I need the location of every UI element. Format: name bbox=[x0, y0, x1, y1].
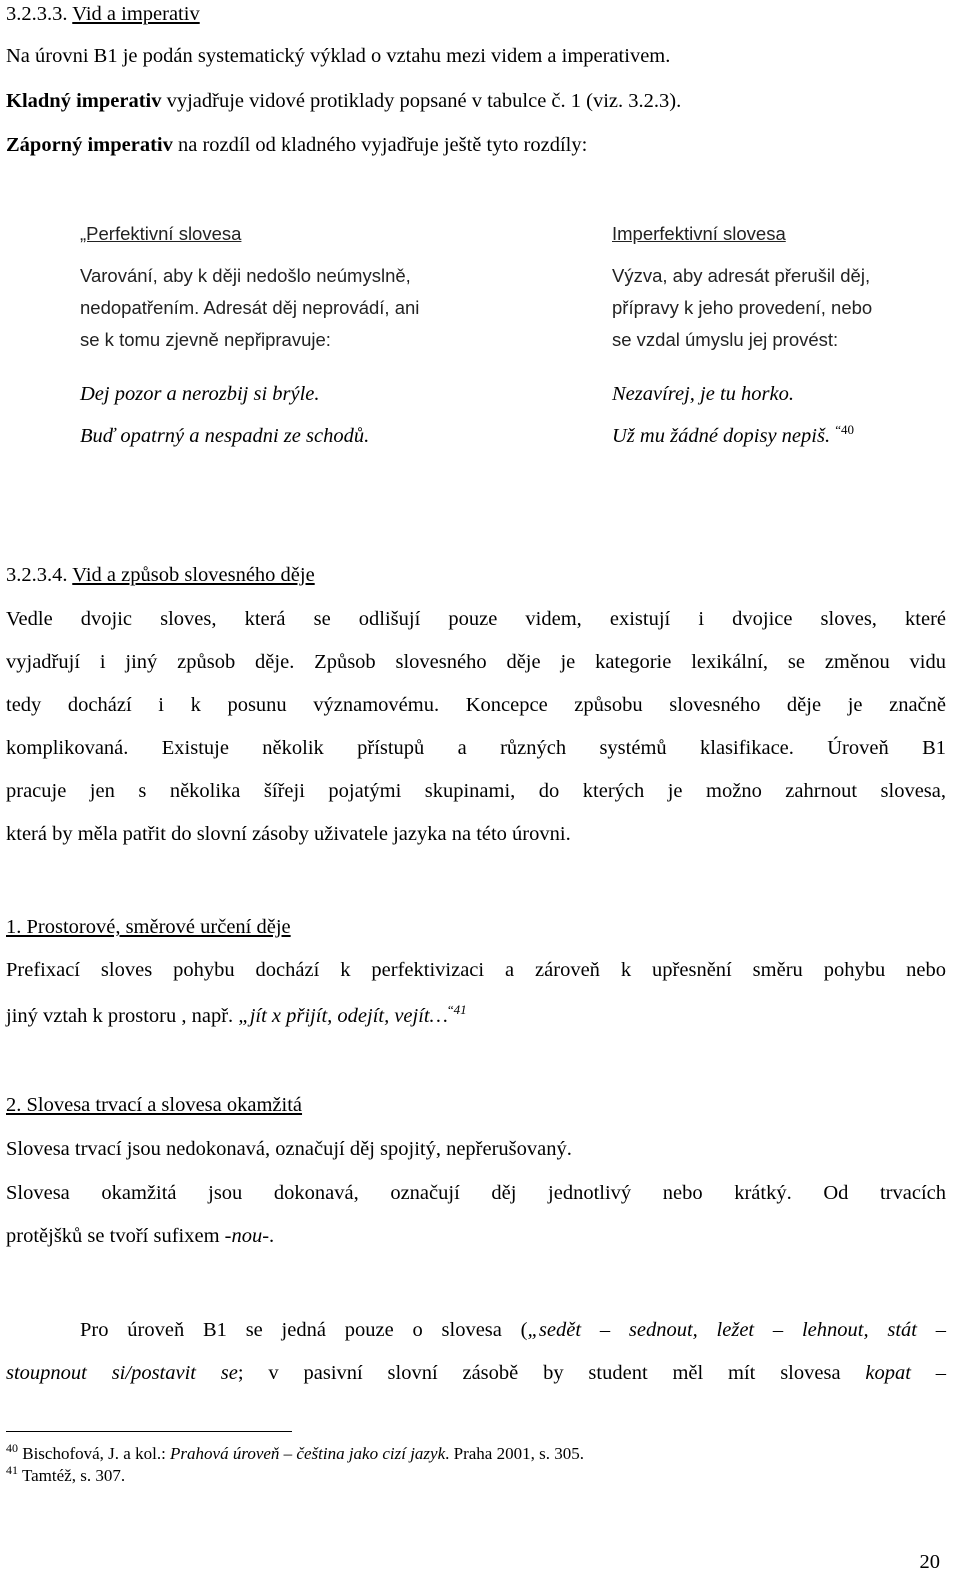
right-example-with-footnote: Už mu žádné dopisy nepiš. $^{“40}$ bbox=[612, 422, 854, 447]
right-column-title: Imperfektivní slovesa bbox=[612, 223, 786, 244]
paragraph-line: Pro úroveň B1 se jedná pouze o slovesa („sedět – sednout, ležet – lehnout, stát – bbox=[80, 1319, 947, 1341]
paragraph-line: Slovesa trvací jsou nedokonavá, označují děj spojitý, nepřerušovaný. bbox=[6, 1138, 572, 1160]
paragraph-line: tedy dochází i k posunu významovému. Koncepce způsobu slovesného děje je značně bbox=[6, 694, 946, 716]
right-example: Nezavírej, je tu horko. bbox=[612, 383, 794, 405]
left-example: Buď opatrný a nespadni ze schodů. bbox=[80, 425, 370, 447]
section-heading-vid-imperativ: 3.2.3.3. Vid a imperativ bbox=[6, 3, 200, 25]
right-desc-line: Výzva, aby adresát přerušil děj, bbox=[612, 265, 871, 286]
paragraph-line-with-footnote: jiný vztah k prostoru , např. „jít x přijít, odejít, vejít…$^{“41}$ bbox=[6, 1002, 467, 1027]
footnote-41: $^{41}$ Tamtéž, s. 307. bbox=[6, 1463, 126, 1485]
paragraph-line: stoupnout si/postavit se; v pasivní slovní zásobě by student měl mít slovesa kopat – bbox=[6, 1362, 946, 1384]
zaporny-line: Záporný imperativ na rozdíl od kladného vyjadřuje ještě tyto rozdíly: bbox=[6, 134, 588, 156]
subheading-trvaci-okamzita: 2. Slovesa trvací a slovesa okamžitá bbox=[6, 1094, 303, 1116]
right-desc-line: se vzdal úmyslu jej provést: bbox=[612, 329, 839, 350]
left-desc-line: se k tomu zjevně nepřipravuje: bbox=[80, 329, 331, 350]
left-example: Dej pozor a nerozbij si brýle. bbox=[80, 383, 320, 405]
paragraph-line: komplikovaná. Existuje několik přístupů a různých systémů klasifikace. Úroveň B1 bbox=[6, 737, 946, 759]
left-desc-line: Varování, aby k ději nedošlo neúmyslně, bbox=[80, 265, 411, 286]
paragraph-line: pracuje jen s několika šířeji pojatými skupinami, do kterých je možno zahrnout slovesa, bbox=[6, 780, 946, 802]
page-number: 20 bbox=[919, 1551, 940, 1573]
paragraph-line: Vedle dvojic sloves, která se odlišují pouze videm, existují i dvojice sloves, které bbox=[6, 608, 946, 630]
footnote-40: $^{40}$ Bischofová, J. a kol.: Prahová úroveň – čeština jako cizí jazyk. Praha 2001, s. 305. bbox=[6, 1441, 584, 1463]
section-heading-vid-zpusob: 3.2.3.4. Vid a způsob slovesného děje bbox=[6, 564, 315, 586]
left-column-title: „Perfektivní slovesa bbox=[80, 223, 242, 244]
footnote-separator bbox=[6, 1431, 292, 1432]
footnote-ref-41[interactable]: 41 bbox=[453, 1002, 467, 1017]
kladny-line: Kladný imperativ vyjadřuje vidové protiklady popsané v tabulce č. 1 (viz. 3.2.3). bbox=[6, 90, 682, 112]
paragraph-line: protějšků se tvoří sufixem -nou-. bbox=[6, 1225, 275, 1247]
right-desc-line: přípravy k jeho provedení, nebo bbox=[612, 297, 873, 318]
paragraph-line: vyjadřují i jiný způsob děje. Způsob slovesného děje je kategorie lexikální, se změnou vidu bbox=[6, 651, 946, 673]
paragraph-line: Slovesa okamžitá jsou dokonavá, označují děj jednotlivý nebo krátký. Od trvacích bbox=[6, 1182, 946, 1204]
paragraph-line: Prefixací sloves pohybu dochází k perfektivizaci a zároveň k upřesnění směru pohybu nebo bbox=[6, 959, 946, 981]
intro-line: Na úrovni B1 je podán systematický výklad o vztahu mezi videm a imperativem. bbox=[6, 45, 671, 67]
footnote-ref-40[interactable]: 40 bbox=[841, 422, 854, 437]
left-desc-line: nedopatřením. Adresát děj neprovádí, ani bbox=[80, 297, 420, 318]
paragraph-line: která by měla patřit do slovní zásoby uživatele jazyka na této úrovni. bbox=[6, 823, 571, 845]
subheading-prostorove: 1. Prostorové, směrové určení děje bbox=[6, 916, 291, 938]
